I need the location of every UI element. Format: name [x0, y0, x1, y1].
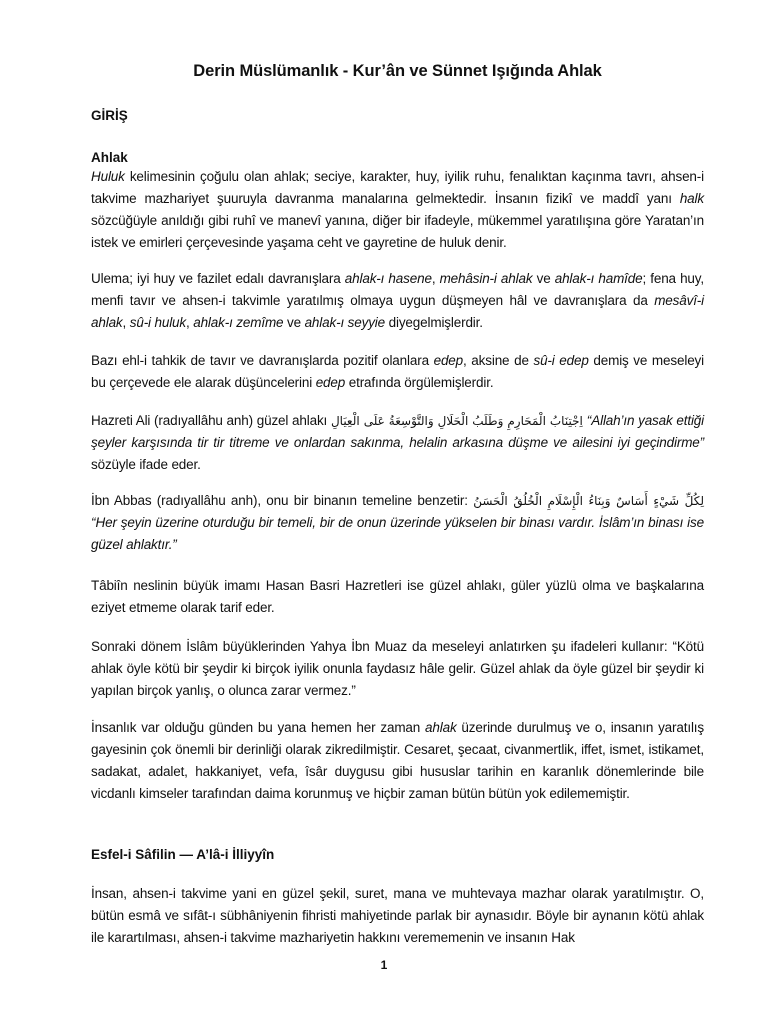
term-huluk: Huluk — [91, 169, 125, 184]
paragraph-ibn-abbas: İbn Abbas (radıyallâhu anh), onu bir binanın temeline benzetir: لِكُلِّ شَيْءٍ أَسَاسٌ وَبِنَاءُ الْإِسْلَامِ الْخُلُقُ الْحَسَنُ “Her şeyin üzerine oturduğu bir temeli, bir de onun üzerinde yükselen bir binası vardır. İslâm’ın binası ise güzel ahlaktır.” — [91, 493, 705, 552]
section-heading-giris: GİRİŞ — [91, 108, 128, 123]
paragraph-ulema: Ulema; iyi huy ve fazilet edalı davranışlara ahlak-ı hasene, mehâsin-i ahlak ve ahlak-ı hamîde; fena huy, menfi tavır ve ahsen-i takvimle yaratılmış olmaya uygun düşmeyen hâl ve davranışlara da mesâvî-i ahlak, sû-i huluk, ahlak-ı zemîme ve ahlak-ı seyyie diyegelmişlerdir. — [91, 271, 704, 330]
page-number: 1 — [380, 958, 388, 972]
subheading-ahlak: Ahlak — [91, 150, 128, 165]
paragraph-huluk: Huluk kelimesinin çoğulu olan ahlak; seciye, karakter, huy, iyilik ruhu, fenalıktan kaçınma tavrı, ahsen-i takvime mazhariyet şuuruyla davranma manalarına gelmektedir. İnsanın fizikî ve maddî yanı halk sözcüğüyle anıldığı gibi ruhî ve manevî yanına, diğer bir ifadeyle, mükemmel yaratılışına göre Yaratan’ın istek ve emirleri çerçevesinde yaşama ceht ve gayretine de huluk denir. — [91, 169, 704, 250]
paragraph-hasan-basri: Tâbiîn neslinin büyük imamı Hasan Basri Hazretleri ise güzel ahlakı, güler yüzlü olma ve başkalarına eziyet etmeme olarak tarif eder. — [91, 578, 704, 615]
section-heading-esfel: Esfel-i Sâfilin — A’lâ-i İlliyyîn — [91, 847, 275, 862]
arabic-quote-ibn-abbas: لِكُلِّ شَيْءٍ أَسَاسٌ وَبِنَاءُ الْإِسْلَامِ الْخُلُقُ الْحَسَنُ — [473, 494, 705, 508]
paragraph-insanlik: İnsanlık var olduğu günden bu yana hemen her zaman ahlak üzerinde durulmuş ve o, insanın yaratılış gayesinin çok önemli bir derinliği olarak zikredilmiştir. Cesaret, şecaat, civanmertlik, iffet, ismet, istikamet, sadakat, adalet, hakkaniyet, vefa, îsâr duygusu gibi hususlar tarihin en karanlık dönemlerinde bile vicdanlı kimseler tarafından daima korunmuş ve hiçbir zaman bütün bütün yok edilememiştir. — [91, 720, 704, 801]
paragraph-hazreti-ali: Hazreti Ali (radıyallâhu anh) güzel ahlakı اِجْتِنَابُ الْمَحَارِمِ وَطَلَبُ الْحَلَالِ وَالتَّوْسِعَةُ عَلَى الْعِيَالِ “Allah’ın yasak ettiği şeyler karşısında tir tir titreme ve onlardan sakınma, helalin arkasına düşme ve ailesini iyi geçindirme” sözüyle ifade eder. — [91, 413, 704, 472]
paragraph-edep: Bazı ehl-i tahkik de tavır ve davranışlarda pozitif olanlara edep, aksine de sû-i edep demiş ve meseleyi bu çerçevede ele alarak düşüncelerini edep etrafında örgülemişlerdir. — [91, 353, 704, 390]
document-title: Derin Müslümanlık - Kur’ân ve Sünnet Işığında Ahlak — [193, 62, 602, 80]
paragraph-ahsen-i-takvim: İnsan, ahsen-i takvime yani en güzel şekil, suret, mana ve muhtevaya mazhar olarak yaratılmıştır. O, bütün esmâ ve sıfât-ı sübhâniyenin fihristi mahiyetinde parlak bir aynasıdır. Böyle bir aynanın kötü ahlak ile karartılması, ahsen-i takvime mazhariyetin hakkını verememenin ve insanın Hak — [91, 886, 704, 945]
term-halk: halk — [679, 191, 704, 206]
arabic-quote-ali: اِجْتِنَابُ الْمَحَارِمِ وَطَلَبُ الْحَلَالِ وَالتَّوْسِعَةُ عَلَى الْعِيَالِ — [330, 414, 583, 428]
paragraph-yahya-ibn-muaz: Sonraki dönem İslâm büyüklerinden Yahya İbn Muaz da meseleyi anlatırken şu ifadeleri kullanır: “Kötü ahlak öyle kötü bir şeydir ki birçok iyilik onunla faydasız hâle gelir. Güzel ahlak da öyle güzel bir şeydir ki yapılan birçok yanlış, o olunca zarar vermez.” — [91, 639, 704, 698]
